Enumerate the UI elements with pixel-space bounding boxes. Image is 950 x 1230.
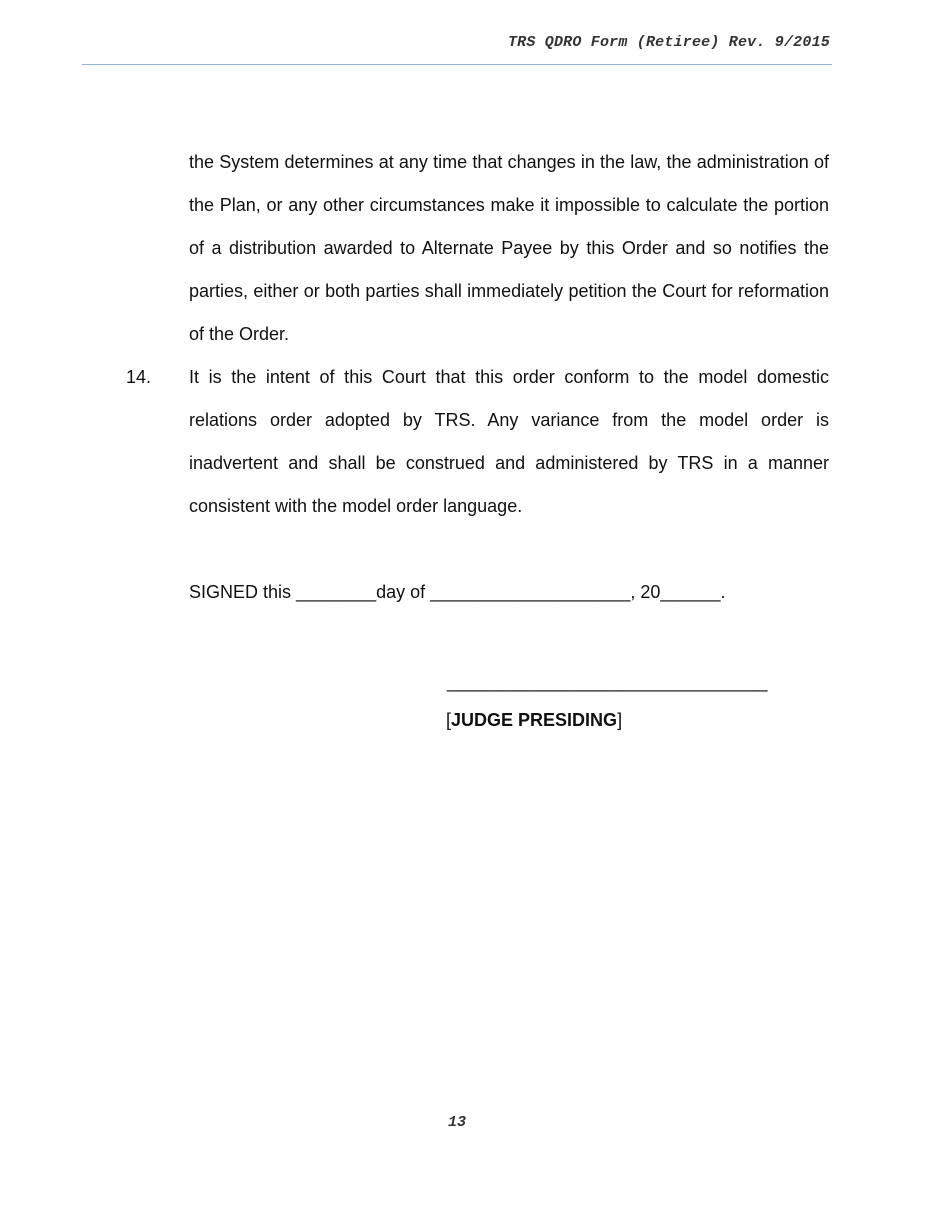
judge-signature-line: ________________________________: [447, 672, 768, 692]
header-rule: [82, 64, 832, 65]
document-header: TRS QDRO Form (Retiree) Rev. 9/2015: [507, 34, 830, 51]
judge-bracket-open: [: [446, 710, 452, 730]
page-number: 13: [448, 1114, 467, 1131]
judge-bracket-close: ]: [617, 710, 623, 730]
judge-presiding-label: [446, 706, 622, 734]
continuation-paragraph: the System determines at any time that changes in the law, the administration of the Plan, or any other circumstances make it impossible to calculate the portion of a distribution awarded to Alternate Payee by this Order and so notifies the parties, either or both parties shall immediately petition the Court for reformation of the Order.: [189, 152, 829, 344]
signed-date-line: SIGNED this ________day of ____________________, 20______.: [189, 582, 726, 602]
judge-title: JUDGE PRESIDING: [451, 710, 618, 730]
item-14-paragraph: It is the intent of this Court that this order conform to the model domestic relations order adopted by TRS. Any variance from the model order is inadvertent and shall be construed and administered by TRS in a manner consistent with the model order language.: [189, 367, 829, 516]
item-number: 14.: [126, 367, 152, 387]
